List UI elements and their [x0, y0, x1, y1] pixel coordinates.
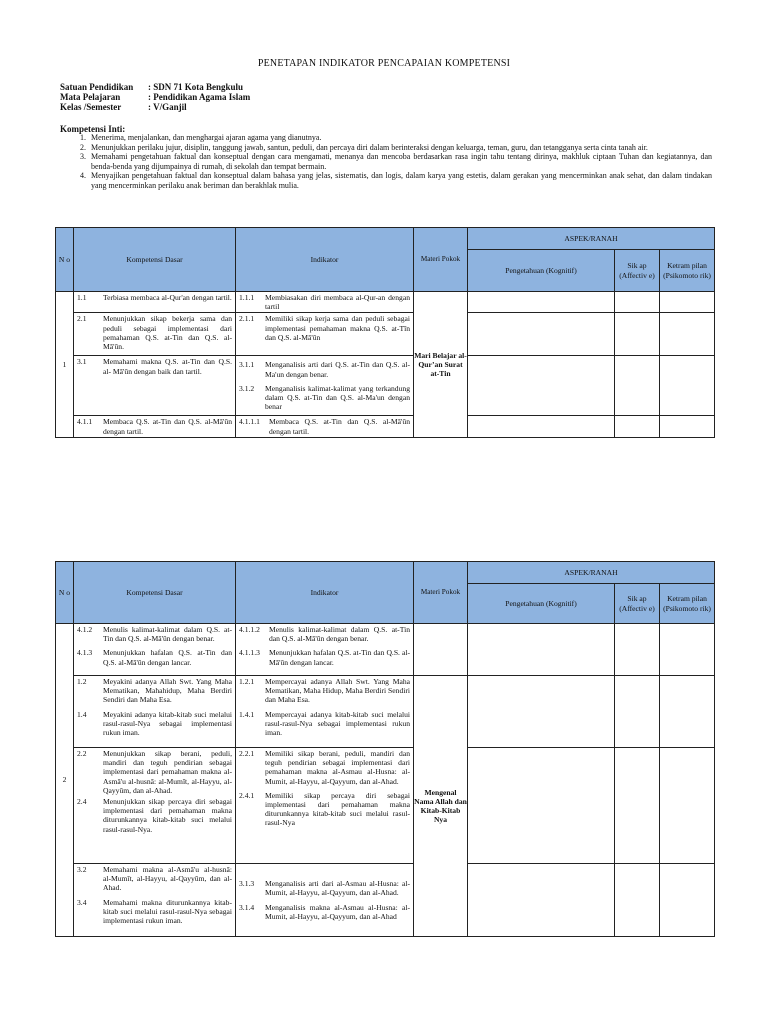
- kd-cell: [74, 292, 236, 313]
- indicator-cell: [236, 748, 414, 864]
- kd-cell: [74, 676, 236, 748]
- ki-text: Memahami pengetahuan faktual dan konseptual dengan cara mengamati, menanya dan mencoba berdasarkan rasa ingin tahu tentang dirinya, makhluk ciptaan Tuhan dan kegiatannya, dan benda-benda yang dijumpainya di rumah, di sekolah dan tempat bermain.: [91, 152, 712, 171]
- materi-pokok-cell: Mengenal Nama Allah dan Kitab-Kitab Nya: [414, 676, 468, 937]
- table-row: [56, 292, 715, 313]
- meta-label: Satuan Pendidikan: [60, 82, 134, 92]
- meta-value: : SDN 71 Kota Bengkulu: [148, 82, 244, 92]
- kd-code: 4.1.3: [77, 648, 93, 658]
- indicator-code: 4.1.1.2: [239, 625, 260, 634]
- ki-number: 2.: [80, 142, 86, 152]
- ki-list: [60, 133, 712, 191]
- table-row: [56, 864, 715, 937]
- indicator-text: Memiliki sikap kerja sama dan peduli sebagai implementasi pemahaman makna Q.S. at-Tīn dan Q.S. al-Mā'ūn: [265, 314, 410, 342]
- indicator-text: Mempercayai adanya kitab-kitab suci melalui rasul-rasul-Nya sebagai implementasi rukun iman.: [265, 709, 410, 738]
- indicator-code: 2.1.1: [239, 314, 255, 324]
- indicator-text: Menganalisis arti dari Q.S. at-Tin dan Q.S. al-Ma'un dengan benar.: [265, 360, 410, 379]
- indicator-code: 1.2.1: [239, 677, 255, 686]
- header-indikator: Indikator: [236, 228, 414, 292]
- afektif-cell: [615, 313, 660, 356]
- header-materi-pokok: Materi Pokok: [414, 562, 468, 624]
- meta-value: : Pendidikan Agama Islam: [148, 92, 251, 102]
- kd-text: Menunjukkan hafalan Q.S. at-Tin dan Q.S. al-Mā'ūn dengan lancar.: [103, 648, 232, 667]
- indicator-text: Memiliki sikap berani, peduli, mandiri dan teguh pendirian sebagai implementasi dari pemahaman makna al-Asmau al-Husna: al-Mumit, al-Hayyu, al-Qayyum, dan al-Ahad.: [265, 749, 410, 786]
- psikomotorik-cell: [660, 416, 715, 438]
- kd-text: Memahami makna diturunkannya kitab-kitab suci melalui rasul-rasul-Nya sebagai implementasi rukun iman.: [103, 897, 232, 926]
- psikomotorik-cell: [660, 676, 715, 748]
- meta-row: [60, 82, 250, 92]
- psikomotorik-cell: [660, 748, 715, 864]
- indicator-cell: [236, 313, 414, 356]
- materi-pokok-cell: Mari Belajar al-Qur’an Surat at-Tin: [414, 292, 468, 438]
- header-psikomotorik: Ketram pilan (Psikomoto rik): [660, 250, 715, 292]
- indicator-text: Menganalisis makna al-Asmau al-Husna: al-Mumit, al-Hayyu, al-Qayyum, dan al-Ahad: [265, 902, 410, 921]
- table-row: [56, 313, 715, 356]
- kd-text: Meyakini adanya kitab-kitab suci melalui rasul-rasul-Nya sebagai implementasi rukun iman.: [103, 709, 232, 738]
- afektif-cell: [615, 748, 660, 864]
- header-kognitif: Pengetahuan (Kognitif): [468, 584, 615, 624]
- indicator-cell: [236, 624, 414, 676]
- header-afektif: Sik ap (Affectiv e): [615, 250, 660, 292]
- ki-item: [60, 143, 712, 153]
- indicator-table-1: [55, 227, 715, 438]
- kognitif-cell: [468, 313, 615, 356]
- psikomotorik-cell: [660, 864, 715, 937]
- indicator-text: Menunjukkan hafalan Q.S. at-Tin dan Q.S. al-Mā'ūn dengan lancar.: [269, 648, 410, 667]
- kd-text: Memahami makna Q.S. at-Tin dan Q.S. al- Mā'ūn dengan baik dan tartil.: [103, 357, 232, 376]
- meta-value: : V/Ganjil: [148, 102, 187, 112]
- indicator-code: 3.1.2: [239, 383, 255, 393]
- kd-code: 4.1.1: [77, 417, 93, 427]
- kd-text: Terbiasa membaca al-Qur'an dengan tartil.: [103, 293, 232, 302]
- afektif-cell: [615, 356, 660, 416]
- kd-code: 2.2: [77, 749, 87, 758]
- ki-item: [60, 152, 712, 171]
- psikomotorik-cell: [660, 624, 715, 676]
- kd-cell: [74, 864, 236, 937]
- indicator-text: Membiasakan diri membaca al-Qur-an dengan tartil: [265, 293, 410, 312]
- kd-cell: [74, 356, 236, 416]
- kognitif-cell: [468, 416, 615, 438]
- indicator-code: 2.2.1: [239, 749, 255, 758]
- kd-text: Menunjukkan sikap berani, peduli, mandiri dan teguh pendirian sebagai implementasi dari pemahaman makna al-Asmā'u al-husnā: al-Mumīt, al-Hayyu, al-Qayyūm, dan al-Ahad.: [103, 749, 232, 795]
- kd-text: Menunjukkan sikap bekerja sama dan peduli sebagai implementasi dari pemahaman Q.S. at-Tin dan Q.S. al-Mā'ūn.: [103, 314, 232, 352]
- indicator-text: Menulis kalimat-kalimat dalam Q.S. at-Tin dan Q.S. al-Mā'ūn dengan benar.: [269, 625, 410, 644]
- table-row: [56, 416, 715, 438]
- kd-text: Memahami makna al-Asmā'u al-husnā: al-Mumīt, al-Hayyu, al-Qayyūm, dan al-Ahad.: [103, 865, 232, 893]
- indicator-text: Menganalisis arti dari al-Asmau al-Husna: al-Mumit, al-Hayyu, al-Qayyum, dan al-Ahad.: [265, 879, 410, 898]
- document-meta: [60, 82, 250, 112]
- kd-text: Meyakini adanya Allah Swt. Yang Maha Mematikan, Mahahidup, Maha Berdiri Sendiri dan Maha Esa.: [103, 677, 232, 705]
- indicator-cell: [236, 416, 414, 438]
- ki-number: 1.: [80, 133, 86, 142]
- kd-code: 1.1: [77, 293, 87, 302]
- kognitif-cell: [468, 748, 615, 864]
- row-number: 2: [56, 624, 74, 937]
- kd-cell: [74, 416, 236, 438]
- psikomotorik-cell: [660, 292, 715, 313]
- kognitif-cell: [468, 676, 615, 748]
- kd-code: 1.4: [77, 709, 87, 719]
- kd-code: 3.2: [77, 865, 87, 874]
- header-kompetensi-dasar: Kompetensi Dasar: [74, 228, 236, 292]
- table-row: [56, 676, 715, 748]
- kd-text: Menulis kalimat-kalimat dalam Q.S. at-Tin dan Q.S. al-Mā'ūn dengan benar.: [103, 625, 232, 644]
- indicator-code: 2.4.1: [239, 790, 255, 800]
- kd-code: 2.1: [77, 314, 87, 324]
- table-row: [56, 356, 715, 416]
- header-kompetensi-dasar: Kompetensi Dasar: [74, 562, 236, 624]
- indicator-cell: [236, 864, 414, 937]
- kd-code: 3.4: [77, 897, 87, 907]
- psikomotorik-cell: [660, 313, 715, 356]
- afektif-cell: [615, 292, 660, 313]
- ki-item: [60, 133, 712, 143]
- kd-code: 1.2: [77, 677, 87, 686]
- indicator-text: Mempercayai adanya Allah Swt. Yang Maha Mematikan, Maha Hidup, Maha Berdiri Sendiri dan Maha Esa.: [265, 677, 410, 705]
- kognitif-cell: [468, 624, 615, 676]
- meta-row: [60, 92, 250, 102]
- indicator-table-2: [55, 561, 715, 937]
- kognitif-cell: [468, 292, 615, 313]
- indicator-cell: [236, 356, 414, 416]
- indicator-text: Menganalisis kalimat-kalimat yang terkandung dalam Q.S. at-Tin dan Q.S. al-Ma'un dengan benar: [265, 383, 410, 412]
- indicator-code: 1.4.1: [239, 709, 255, 719]
- indicator-code: 3.1.1: [239, 360, 255, 370]
- ki-item: [60, 171, 712, 190]
- header-aspek-ranah: ASPEK/RANAH: [468, 562, 715, 584]
- meta-label: Mata Pelajaran: [60, 92, 121, 102]
- psikomotorik-cell: [660, 356, 715, 416]
- kd-text: Menunjukkan sikap percaya diri sebagai implementasi dari pemahaman makna diturunkannya kitab-kitab suci melalui rasul-rasul-Nya.: [103, 797, 232, 834]
- table-row: [56, 624, 715, 676]
- kd-cell: [74, 748, 236, 864]
- meta-row: [60, 102, 250, 112]
- afektif-cell: [615, 624, 660, 676]
- header-afektif: Sik ap (Affectiv e): [615, 584, 660, 624]
- ki-title: Kompetensi Inti:: [60, 124, 126, 134]
- kognitif-cell: [468, 356, 615, 416]
- ki-text: Menunjukkan perilaku jujur, disiplin, tanggung jawab, santun, peduli, dan percaya diri dalam berinteraksi dengan keluarga, teman, guru, dan tetangganya serta cinta tanah air.: [91, 142, 648, 152]
- indicator-code: 4.1.1.1: [239, 417, 260, 427]
- header-no: N o: [56, 562, 74, 624]
- indicator-code: 3.1.4: [239, 902, 255, 912]
- kd-code: 3.1: [77, 357, 87, 367]
- header-aspek-ranah: ASPEK/RANAH: [468, 228, 715, 250]
- indicator-text: Membaca Q.S. at-Tin dan Q.S. al-Mā'ūn dengan tartil.: [269, 417, 410, 436]
- header-kognitif: Pengetahuan (Kognitif): [468, 250, 615, 292]
- kd-cell: [74, 313, 236, 356]
- afektif-cell: [615, 416, 660, 438]
- ki-text: Menyajikan pengetahuan faktual dan konseptual dalam bahasa yang jelas, sistematis, dan logis, dalam karya yang estetis, dalam gerakan yang mencerminkan anak sehat, dan dalam tindakan yang mencerminkan perilaku anak beriman dan berakhlak mulia.: [91, 171, 712, 190]
- document-title: PENETAPAN INDIKATOR PENCAPAIAN KOMPETENSI: [257, 58, 511, 69]
- afektif-cell: [615, 676, 660, 748]
- kd-text: Membaca Q.S. at-Tin dan Q.S. al-Mā'ūn dengan tartil.: [103, 417, 232, 436]
- indicator-text: Memiliki sikap percaya diri sebagai implementasi dari pemahaman makna diturunkannya kitab-kitab suci melalui rasul-rasul-Nya: [265, 790, 410, 828]
- table-row: [56, 748, 715, 864]
- ki-text: Menerima, menjalankan, dan menghargai ajaran agama yang dianutnya.: [91, 133, 322, 142]
- kognitif-cell: [468, 864, 615, 937]
- ki-number: 3.: [80, 152, 86, 162]
- kd-cell: [74, 624, 236, 676]
- kd-code: 4.1.2: [77, 625, 93, 634]
- row-number: 1: [56, 292, 74, 438]
- header-indikator: Indikator: [236, 562, 414, 624]
- indicator-cell: [236, 676, 414, 748]
- indicator-cell: [236, 292, 414, 313]
- meta-label: Kelas /Semester: [60, 102, 122, 112]
- header-materi-pokok: Materi Pokok: [414, 228, 468, 292]
- ki-number: 4.: [80, 171, 86, 181]
- header-no: N o: [56, 228, 74, 292]
- afektif-cell: [615, 864, 660, 937]
- indicator-code: 4.1.1.3: [239, 648, 260, 658]
- indicator-code: 1.1.1: [239, 293, 255, 302]
- indicator-code: 3.1.3: [239, 879, 255, 889]
- header-psikomotorik: Ketram pilan (Psikomoto rik): [660, 584, 715, 624]
- kd-code: 2.4: [77, 797, 87, 807]
- materi-pokok-cell: [414, 624, 468, 676]
